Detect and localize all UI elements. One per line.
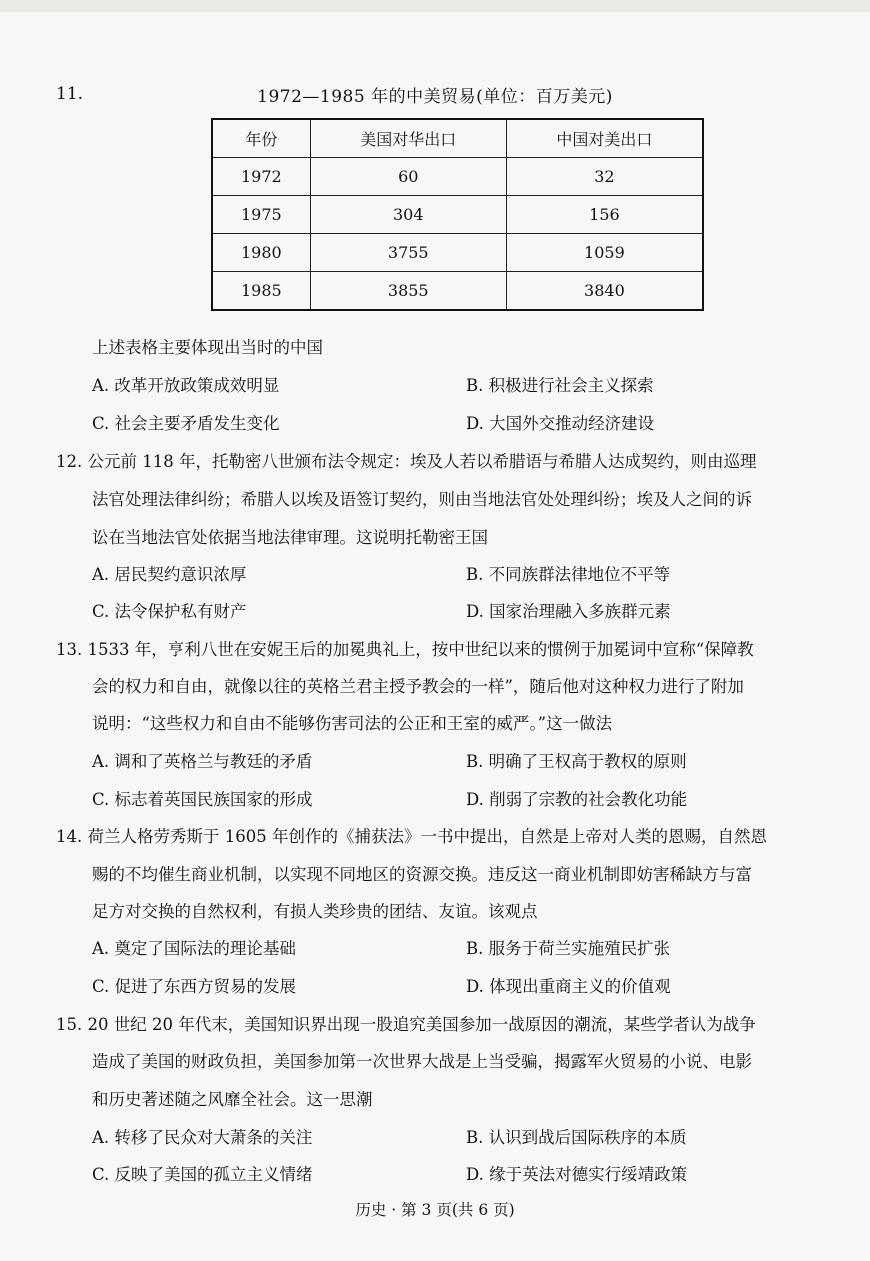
question-14-option-b: B. 服务于荷兰实施殖民扩张 [466, 939, 671, 958]
table-cell: 1975 [212, 196, 310, 234]
question-12-line-3: 讼在当地法官处依据当地法律审理。这说明托勒密王国 [92, 528, 488, 547]
question-12-option-c: C. 法令保护私有财产 [92, 602, 247, 621]
page-footer: 历史 · 第 3 页(共 6 页) [355, 1201, 515, 1219]
table-row [212, 272, 703, 311]
question-14-option-a: A. 奠定了国际法的理论基础 [92, 939, 296, 958]
question-11-option-d: D. 大国外交推动经济建设 [466, 414, 655, 433]
question-12-line-1: 12. 公元前 118 年，托勒密八世颁布法令规定：埃及人若以希腊语与希腊人达成契约，则由巡理 [56, 452, 757, 471]
question-11-stem: 上述表格主要体现出当时的中国 [92, 338, 323, 357]
table-cell: 60 [310, 158, 506, 196]
table-cell: 1985 [212, 272, 310, 311]
question-13-option-a: A. 调和了英格兰与教廷的矛盾 [92, 752, 313, 771]
question-12-option-a: A. 居民契约意识浓厚 [92, 565, 247, 584]
question-13-option-d: D. 削弱了宗教的社会教化功能 [466, 790, 688, 809]
table-cell: 1980 [212, 234, 310, 272]
table-cell: 1972 [212, 158, 310, 196]
question-13-option-b: B. 明确了王权高于教权的原则 [466, 752, 687, 771]
question-11-number: 11. [56, 84, 84, 104]
question-15-option-b: B. 认识到战后国际秩序的本质 [466, 1128, 687, 1147]
table-header-cell: 年份 [212, 119, 310, 158]
scan-edge [0, 0, 870, 12]
table-header-cell: 中国对美出口 [506, 119, 703, 158]
table-cell: 156 [506, 196, 703, 234]
question-13-line-2: 会的权力和自由，就像以往的英格兰君主授予教会的一样”，随后他对这种权力进行了附加 [92, 677, 744, 696]
table-header-row [212, 119, 703, 158]
table-header-cell: 美国对华出口 [310, 119, 506, 158]
question-15-line-2: 造成了美国的财政负担，美国参加第一次世界大战是上当受骗，揭露军火贸易的小说、电影 [92, 1052, 752, 1071]
question-14-line-1: 14. 荷兰人格劳秀斯于 1605 年创作的《捕获法》一书中提出，自然是上帝对人类的恩赐，自然恩 [56, 827, 767, 846]
question-11-option-b: B. 积极进行社会主义探索 [466, 376, 654, 395]
question-15-option-a: A. 转移了民众对大萧条的关注 [92, 1128, 313, 1147]
table-row [212, 158, 703, 196]
question-11-option-c: C. 社会主要矛盾发生变化 [92, 414, 280, 433]
question-12-option-d: D. 国家治理融入多族群元素 [466, 602, 671, 621]
question-14-option-c: C. 促进了东西方贸易的发展 [92, 977, 297, 996]
question-12-line-2: 法官处理法律纠纷；希腊人以埃及语签订契约，则由当地法官处处理纠纷；埃及人之间的诉 [92, 490, 752, 509]
table-cell: 3840 [506, 272, 703, 311]
table-cell: 3855 [310, 272, 506, 311]
table-cell: 32 [506, 158, 703, 196]
question-12-option-b: B. 不同族群法律地位不平等 [466, 565, 671, 584]
question-13-option-c: C. 标志着英国民族国家的形成 [92, 790, 313, 809]
table-row [212, 196, 703, 234]
question-15-option-c: C. 反映了美国的孤立主义情绪 [92, 1165, 313, 1184]
question-11-option-a: A. 改革开放政策成效明显 [92, 376, 280, 395]
table-cell: 3755 [310, 234, 506, 272]
question-15-option-d: D. 缘于英法对德实行绥靖政策 [466, 1165, 688, 1184]
table-cell: 304 [310, 196, 506, 234]
question-15-line-1: 15. 20 世纪 20 年代末，美国知识界出现一股追究美国参加一战原因的潮流，某些学者认为战争 [56, 1015, 756, 1034]
table-title: 1972—1985 年的中美贸易(单位：百万美元) [257, 87, 613, 107]
question-14-line-3: 足方对交换的自然权利，有损人类珍贵的团结、友谊。该观点 [92, 902, 538, 921]
table-row [212, 234, 703, 272]
question-13-line-3: 说明：“这些权力和自由不能够伤害司法的公正和王室的威严。”这一做法 [92, 714, 613, 733]
question-14-option-d: D. 体现出重商主义的价值观 [466, 977, 671, 996]
trade-table [211, 118, 704, 311]
question-13-line-1: 13. 1533 年，亨利八世在安妮王后的加冕典礼上，按中世纪以来的惯例于加冕词中宣称“保障教 [56, 640, 754, 659]
question-15-line-3: 和历史著述随之风靡全社会。这一思潮 [92, 1090, 373, 1109]
table-cell: 1059 [506, 234, 703, 272]
question-14-line-2: 赐的不均催生商业机制，以实现不同地区的资源交换。违反这一商业机制即妨害稀缺方与富 [92, 865, 752, 884]
